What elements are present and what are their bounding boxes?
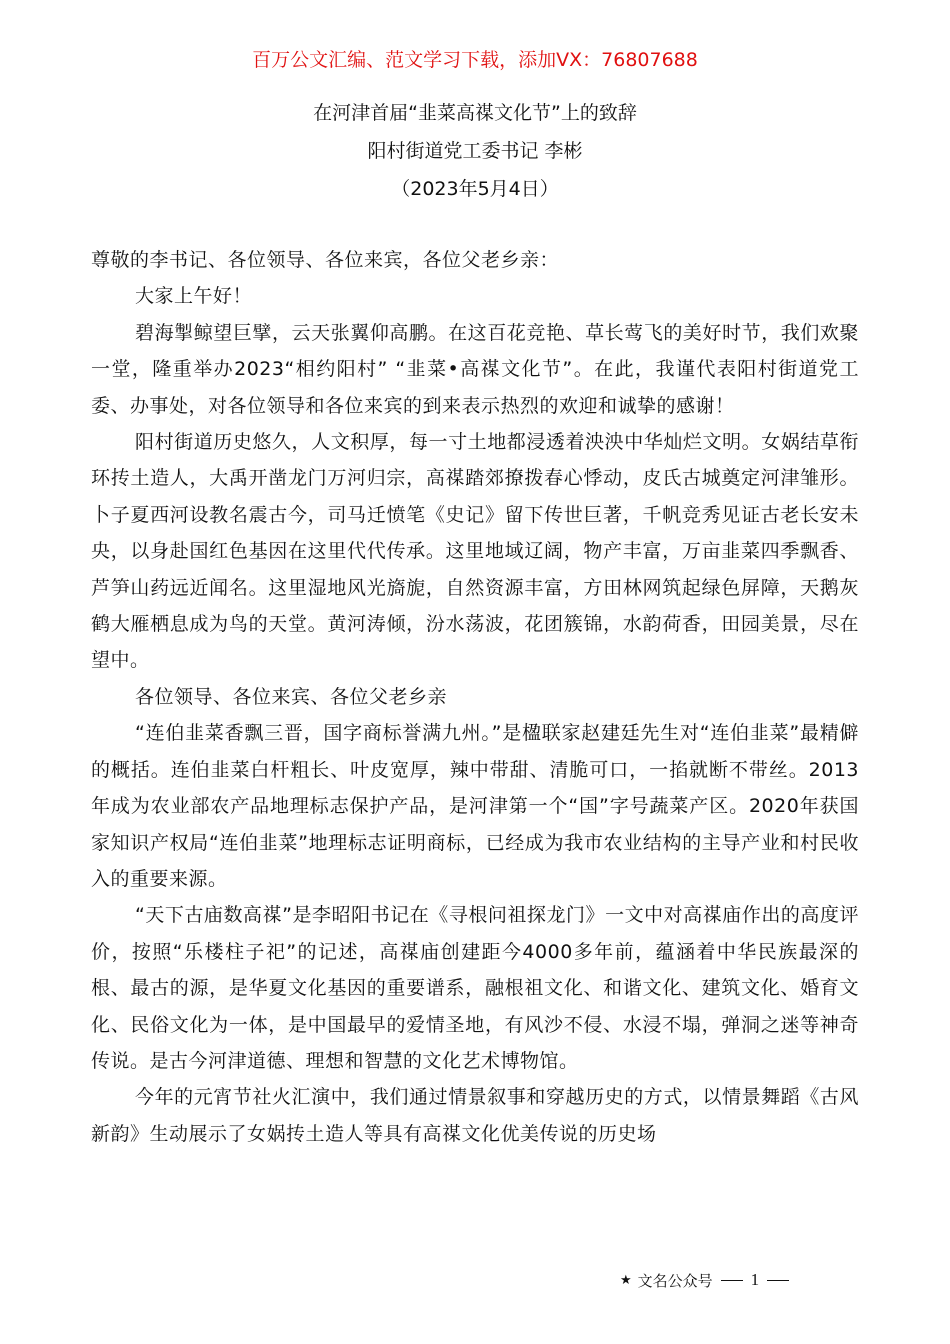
address-paragraph: 各位领导、各位来宾、各位父老乡亲 <box>135 685 448 708</box>
star-icon: ★ <box>620 1272 632 1288</box>
footer-dash-left <box>721 1280 743 1281</box>
salutation-paragraph: 尊敬的李书记、各位领导、各位来宾，各位父老乡亲： <box>91 249 560 271</box>
document-author: 阳村街道党工委书记 李彬 <box>367 140 583 162</box>
document-body <box>91 242 859 1152</box>
document-date: （2023年5月4日） <box>391 178 559 200</box>
body-paragraph: “天下古庙数高禖”是李昭阳书记在《寻根问祖探龙门》一文中对高禖庙作出的高度评价，按照“乐楼柱子祀”的记述，高禖庙创建距今4000多年前，蕴涵着中华民族最深的根、最古的源，是华夏文化基因的重要谱系，融根祖文化、和谐文化、建筑文化、婚育文化、民俗文化为一体，是中国最早的爱情圣地，有风沙不侵、水浸不塌，弹洞之迷等神奇传说。是古今河津道德、理想和智慧的文化艺术博物馆。 <box>91 904 859 1072</box>
footer-label: 文名公众号 <box>637 1271 713 1290</box>
promo-banner: 百万公文汇编、范文学习下载，添加VX：76807688 <box>252 49 698 71</box>
body-paragraph: 今年的元宵节社火汇演中，我们通过情景叙事和穿越历史的方式，以情景舞蹈《古风新韵》生动展示了女娲抟土造人等具有高禖文化优美传说的历史场 <box>91 1086 859 1145</box>
body-paragraph: 阳村街道历史悠久，人文积厚，每一寸土地都浸透着泱泱中华灿烂文明。女娲结草衔环抟土造人，大禹开凿龙门万河归宗，高禖踏郊撩拨春心悸动，皮氏古城奠定河津雏形。卜子夏西河设教名震古今，司马迁愤笔《史记》留下传世巨著，千帆竞秀见证古老长安未央，以身赴国红色基因在这里代代传承。这里地域辽阔，物产丰富，万亩韭菜四季飘香、芦笋山药远近闻名。这里湿地风光旖旎，自然资源丰富，方田林网筑起绿色屏障，天鹅灰鹤大雁栖息成为鸟的天堂。黄河涛倾，汾水荡波，花团簇锦，水韵荷香，田园美景，尽在望中。 <box>91 431 859 672</box>
document-title: 在河津首届“韭菜高禖文化节”上的致辞 <box>313 102 637 124</box>
page-number: 1 <box>750 1270 760 1289</box>
page-footer <box>620 1268 860 1292</box>
body-paragraph: “连伯韭菜香飘三晋，国字商标誉满九州。”是楹联家赵建廷先生对“连伯韭菜”最精僻的概括。连伯韭菜白杆粗长、叶皮宽厚，辣中带甜、清脆可口，一掐就断不带丝。2013年成为农业部农产品地理标志保护产品，是河津第一个“国”字号蔬菜产区。2020年获国家知识产权局“连伯韭菜”地理标志证明商标，已经成为我市农业结构的主导产业和村民收入的重要来源。 <box>91 722 859 890</box>
footer-dash-right <box>767 1280 789 1281</box>
body-paragraph: 碧海掣鲸望巨擘，云天张翼仰高鹏。在这百花竞艳、草长莺飞的美好时节，我们欢聚一堂，隆重举办2023“相约阳村” “韭菜•高禖文化节”。在此，我谨代表阳村街道党工委、办事处，对各位领导和各位来宾的到来表示热烈的欢迎和诚挚的感谢！ <box>91 321 859 417</box>
greeting-paragraph: 大家上午好！ <box>135 285 253 308</box>
